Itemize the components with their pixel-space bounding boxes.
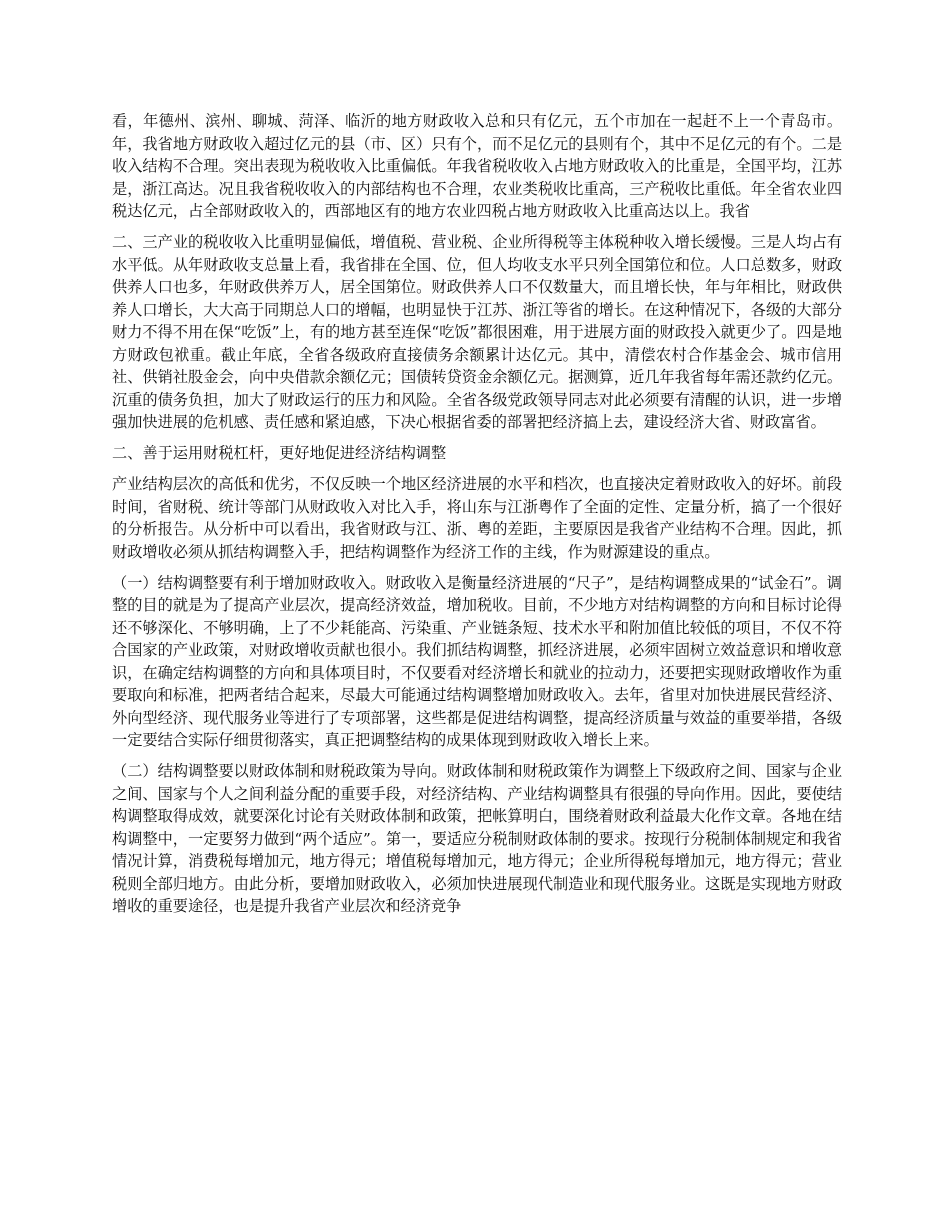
body-paragraph-1: 看，年德州、滨州、聊城、菏泽、临沂的地方财政收入总和只有亿元，五个市加在一起赶不上一个青岛市。年，我省地方财政收入超过亿元的县（市、区）只有个，而不足亿元的县则有个，其中不足亿元的有个。二是收入结构不合理。突出表现为税收收入比重偏低。年我省税收收入占地方财政收入的比重是，全国平均，江苏是，浙江高达。况且我省税收收入的内部结构也不合理，农业类税收比重高，三产税收比重低。年全省农业四税达亿元，占全部财政收入的，西部地区有的地方农业四税占地方财政收入比重高达以上。我省 [112,112,842,220]
document-page [112,110,842,926]
section-paragraph-2: （一）结构调整要有利于增加财政收入。财政收入是衡量经济进展的“尺子”，是结构调整成果的“试金石”。调整的目的就是为了提高产业层次，提高经济效益，增加税收。目前，不少地方对结构调整的方向和目标讨论得还不够深化、不够明确，上了不少耗能高、污染重、产业链条短、技术水平和附加值比较低的项目，不仅不符合国家的产业政策，对财政增收贡献也很小。我们抓结构调整，抓经济进展，必须牢固树立效益意识和增收意识，在确定结构调整的方向和具体项目时，不仅要看对经济增长和就业的拉动力，还要把实现财政增收作为重要取向和标准，把两者结合起来，尽最大可能通过结构调整增加财政收入。去年，省里对加快进展民营经济、外向型经济、现代服务业等进行了专项部署，这些都是促进结构调整，提高经济质量与效益的重要举措，各级一定要结合实际仔细贯彻落实，真正把调整结构的成果体现到财政收入增长上来。 [112,573,842,749]
section-paragraph-3: （二）结构调整要以财政体制和财税政策为导向。财政体制和财税政策作为调整上下级政府之间、国家与企业之间、国家与个人之间利益分配的重要手段，对经济结构、产业结构调整具有很强的导向作用。因此，要使结构调整取得成效，就要深化讨论有关财政体制和政策，把帐算明白，围绕着财政利益最大化作文章。各地在结构调整中，一定要努力做到“两个适应”。第一，要适应分税制财政体制的要求。按现行分税制体制规定和我省情况计算，消费税每增加元，地方得元；增值税每增加元，地方得元；企业所得税每增加元，地方得元；营业税则全部归地方。由此分析，要增加财政收入，必须加快进展现代制造业和现代服务业。这既是实现地方财政增收的重要途径，也是提升我省产业层次和经济竞争 [112,762,842,915]
section-heading: 二、善于运用财税杠杆，更好地促进经济结构调整 [112,444,447,462]
section-paragraph-1: 产业结构层次的高低和优劣，不仅反映一个地区经济进展的水平和档次，也直接决定着财政收入的好坏。前段时间，省财税、统计等部门从财政收入对比入手，将山东与江浙粤作了全面的定性、定量分析，搞了一个很好的分析报告。从分析中可以看出，我省财政与江、浙、粤的差距，主要原因是我省产业结构不合理。因此，抓财政增收必须从抓结构调整入手，把结构调整作为经济工作的主线，作为财源建设的重点。 [112,475,842,561]
body-paragraph-2: 二、三产业的税收收入比重明显偏低，增值税、营业税、企业所得税等主体税种收入增长缓慢。三是人均占有水平低。从年财政收支总量上看，我省排在全国、位，但人均收支水平只列全国第位和位。人口总数多，财政供养人口也多，年财政供养万人，居全国第位。财政供养人口不仅数量大，而且增长快，年与年相比，财政供养人口增长，大大高于同期总人口的增幅，也明显快于江苏、浙江等省的增长。在这种情况下，各级的大部分财力不得不用在保“吃饭”上，有的地方甚至连保“吃饭”都很困难，用于进展方面的财政投入就更少了。四是地方财政包袱重。截止年底，全省各级政府直接债务余额累计达亿元。其中，清偿农村合作基金会、城市信用社、供销社股金会，向中央借款余额亿元；国债转贷资金余额亿元。据测算，近几年我省每年需还款约亿元。沉重的债务负担，加大了财政运行的压力和风险。全省各级党政领导同志对此必须要有清醒的认识，进一步增强加快进展的危机感、责任感和紧迫感，下决心根据省委的部署把经济搞上去，建设经济大省、财政富省。 [112,233,842,431]
